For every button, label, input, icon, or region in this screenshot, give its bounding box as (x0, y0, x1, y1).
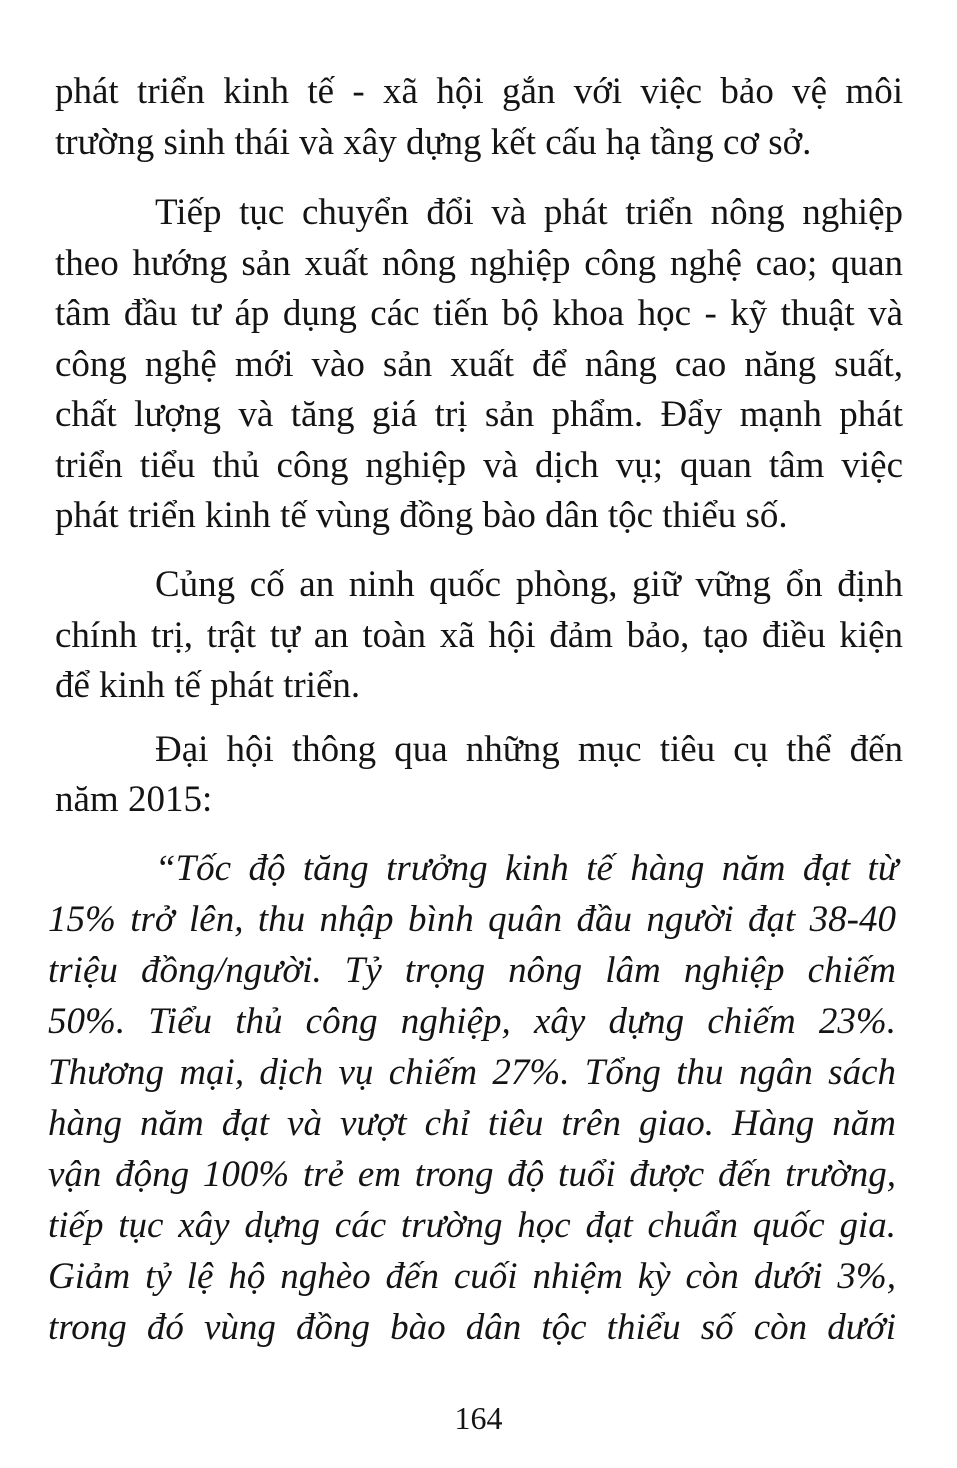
page-number: 164 (454, 1400, 503, 1436)
paragraph-2-line-5: chất lượng và tăng giá trị sản phẩm. Đẩy mạnh phát (55, 394, 903, 435)
quote-line-7: vận động 100% trẻ em trong độ tuổi được đến trường, (48, 1154, 896, 1195)
paragraph-4-line-1: Đại hội thông qua những mục tiêu cụ thể đến (155, 729, 903, 770)
paragraph-2-line-4: công nghệ mới vào sản xuất để nâng cao năng suất, (55, 344, 903, 385)
paragraph-2-line-1: Tiếp tục chuyển đổi và phát triển nông nghiệp (155, 192, 903, 233)
paragraph-1-line-2: trường sinh thái và xây dựng kết cấu hạ tầng cơ sở. (55, 122, 812, 163)
quote-line-1: “Tốc độ tăng trưởng kinh tế hàng năm đạt từ (155, 848, 898, 889)
quote-line-2: 15% trở lên, thu nhập bình quân đầu người đạt 38-40 (48, 899, 896, 940)
paragraph-3-line-2: chính trị, trật tự an toàn xã hội đảm bảo, tạo điều kiện (55, 615, 903, 656)
quote-line-9: Giảm tỷ lệ hộ nghèo đến cuối nhiệm kỳ còn dưới 3%, (48, 1256, 896, 1297)
quote-line-5: Thương mại, dịch vụ chiếm 27%. Tổng thu ngân sách (48, 1052, 896, 1093)
paragraph-2-line-7: phát triển kinh tế vùng đồng bào dân tộc thiểu số. (55, 495, 788, 536)
quote-line-6: hàng năm đạt và vượt chỉ tiêu trên giao. Hàng năm (48, 1103, 896, 1144)
paragraph-3-line-1: Củng cố an ninh quốc phòng, giữ vững ổn định (155, 564, 903, 605)
paragraph-2-line-6: triển tiểu thủ công nghiệp và dịch vụ; quan tâm việc (55, 445, 903, 486)
quote-line-8: tiếp tục xây dựng các trường học đạt chuẩn quốc gia. (48, 1205, 896, 1246)
paragraph-3-line-3: để kinh tế phát triển. (55, 665, 361, 706)
quote-line-3: triệu đồng/người. Tỷ trọng nông lâm nghiệp chiếm (48, 950, 896, 991)
paragraph-2-line-3: tâm đầu tư áp dụng các tiến bộ khoa học - kỹ thuật và (55, 293, 903, 334)
quote-line-4: 50%. Tiểu thủ công nghiệp, xây dựng chiếm 23%. (48, 1001, 896, 1042)
paragraph-4-line-2: năm 2015: (55, 779, 213, 820)
paragraph-2-line-2: theo hướng sản xuất nông nghiệp công nghệ cao; quan (55, 243, 903, 284)
quote-line-10: trong đó vùng đồng bào dân tộc thiểu số còn dưới (48, 1307, 896, 1348)
paragraph-1-line-1: phát triển kinh tế - xã hội gắn với việc bảo vệ môi (55, 71, 903, 112)
